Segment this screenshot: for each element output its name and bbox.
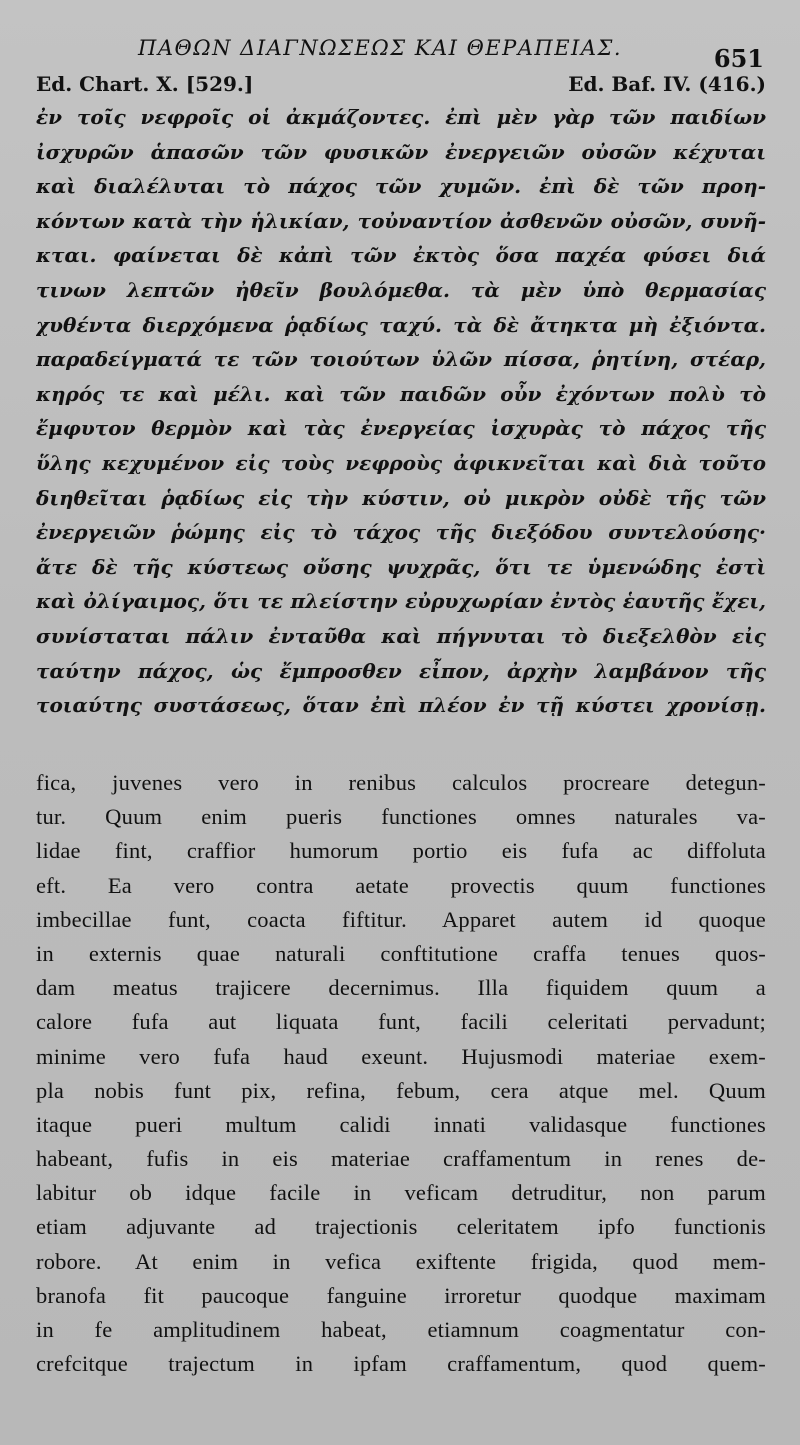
greek-text-block bbox=[36, 100, 766, 723]
greek-line: ταύτην πάχος, ὡς ἔμπροσθεν εἶπον, ἀρχὴν λαμβάνον τῆς bbox=[36, 658, 766, 683]
edition-reference-line bbox=[0, 72, 800, 102]
greek-line: ἐνεργειῶν ῥώμης εἰς τὸ τάχος τῆς διεξόδου συντελούσης· bbox=[36, 520, 766, 545]
page-number: 651 bbox=[713, 44, 764, 73]
greek-line: κηρός τε καὶ μέλι. καὶ τῶν παιδῶν οὖν ἐχόντων πολὺ τὸ bbox=[36, 381, 766, 406]
greek-line: κόντων κατὰ τὴν ἡλικίαν, τοὐναντίον ἀσθενῶν οὐσῶν, συνῆ- bbox=[36, 208, 766, 233]
greek-line: ὕλης κεχυμένον εἰς τοὺς νεφροὺς ἀφικνεῖται καὶ διὰ τοῦτο bbox=[36, 450, 766, 475]
latin-line: eft. Ea vero contra aetate provectis quum functiones bbox=[36, 872, 766, 898]
greek-line: διηθεῖται ῥᾳδίως εἰς τὴν κύστιν, οὐ μικρὸν οὐδὲ τῆς τῶν bbox=[36, 485, 766, 510]
latin-line: in externis quae naturali conftitutione craffa tenues quos- bbox=[36, 940, 766, 966]
latin-line: fica, juvenes vero in renibus calculos procreare detegun- bbox=[36, 770, 766, 795]
latin-text-block bbox=[36, 766, 766, 1381]
latin-line: imbecillae funt, coacta fiftitur. Apparet autem id quoque bbox=[36, 906, 766, 932]
greek-line: ἔμφυτον θερμὸν καὶ τὰς ἐνεργείας ἰσχυρὰς τὸ πάχος τῆς bbox=[36, 416, 766, 441]
greek-line: καὶ ὀλίγαιμος, ὅτι τε πλείστην εὐρυχωρίαν ἐντὸς ἑαυτῆς ἔχει, bbox=[36, 589, 766, 614]
latin-line: labitur ob idque facile in veficam detruditur, non parum bbox=[36, 1180, 766, 1206]
greek-line: κται. φαίνεται δὲ κἀπὶ τῶν ἐκτὸς ὅσα παχέα φύσει διά bbox=[36, 243, 766, 268]
latin-line: crefcitque trajectum in ipfam craffamentum, quod quem- bbox=[36, 1351, 766, 1377]
latin-line: branofa fit paucoque fanguine irroretur quodque maximam bbox=[36, 1282, 766, 1308]
edition-reference-basel: Ed. Baf. IV. (416.) bbox=[568, 72, 766, 96]
latin-line: lidae fint, craffior humorum portio eis fufa ac diffoluta bbox=[36, 838, 766, 864]
greek-line: τινων λεπτῶν ἠθεῖν βουλόμεθα. τὰ μὲν ὑπὸ θερμασίας bbox=[36, 277, 766, 302]
latin-line: etiam adjuvante ad trajectionis celeritatem ipfo functionis bbox=[36, 1214, 766, 1240]
latin-line: habeant, fufis in eis materiae craffamentum in renes de- bbox=[36, 1146, 766, 1172]
greek-line: καὶ διαλέλυται τὸ πάχος τῶν χυμῶν. ἐπὶ δὲ τῶν προη- bbox=[36, 174, 766, 199]
latin-line: itaque pueri multum calidi innati validasque functiones bbox=[36, 1111, 766, 1137]
latin-line: minime vero fufa haud exeunt. Hujusmodi materiae exem- bbox=[36, 1043, 766, 1069]
latin-line: pla nobis funt pix, refina, febum, cera atque mel. Quum bbox=[36, 1077, 766, 1103]
greek-line: χυθέντα διερχόμενα ῥᾳδίως ταχύ. τὰ δὲ ἄτηκτα μὴ ἐξιόντα. bbox=[36, 312, 766, 337]
latin-line: calore fufa aut liquata funt, facili celeritati pervadunt; bbox=[36, 1009, 766, 1035]
greek-line: τοιαύτης συστάσεως, ὅταν ἐπὶ πλέον ἐν τῇ κύστει χρονίσῃ. bbox=[36, 693, 766, 718]
edition-reference-chart: Ed. Chart. X. [529.] bbox=[36, 72, 254, 96]
greek-line: ἄτε δὲ τῆς κύστεως οὔσης ψυχρᾶς, ὅτι τε ὑμενώδης ἐστὶ bbox=[36, 554, 766, 579]
latin-line: dam meatus trajicere decernimus. Illa fiquidem quum a bbox=[36, 975, 766, 1001]
greek-line: παραδείγματά τε τῶν τοιούτων ὑλῶν πίσσα, ῥητίνη, στέαρ, bbox=[36, 347, 766, 372]
greek-line: ἐν τοῖς νεφροῖς οἱ ἀκμάζοντες. ἐπὶ μὲν γὰρ τῶν παιδίων bbox=[36, 105, 766, 129]
running-head bbox=[0, 30, 800, 73]
running-title: ΠΑΘΩΝ ΔΙΑΓΝΩΣΕΩΣ ΚΑΙ ΘΕΡΑΠΕΙΑΣ. bbox=[138, 36, 623, 60]
latin-line: in fe amplitudinem habeat, etiamnum coagmentatur con- bbox=[36, 1317, 766, 1342]
latin-line: tur. Quum enim pueris functiones omnes naturales va- bbox=[36, 804, 766, 830]
greek-line: ἰσχυρῶν ἁπασῶν τῶν φυσικῶν ἐνεργειῶν οὐσῶν κέχυται bbox=[36, 139, 766, 164]
latin-line: robore. At enim in vefica exiftente frigida, quod mem- bbox=[36, 1248, 766, 1274]
greek-line: συνίσταται πάλιν ἐνταῦθα καὶ πήγνυται τὸ διεξελθὸν εἰς bbox=[36, 623, 766, 648]
